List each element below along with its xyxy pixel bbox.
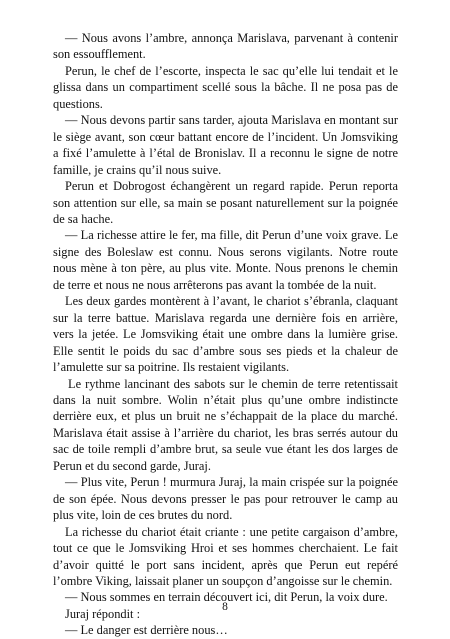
paragraph: — Nous sommes en terrain découvert ici, dit Perun, la voix dure.	[65, 590, 388, 605]
paragraph: Juraj répondit :	[65, 606, 141, 621]
paragraph: — La richesse attire le fer, ma fille, dit Perun d’une voix grave. Le signe des Boleslaw est connu. Nous serons vigilants. Notre route nous mène à ton père, au plus vite. Monte. Nous prenons le chemin de terre et nous ne nous arrêterons pas avant la tombée de la nuit.	[53, 228, 398, 292]
paragraph: La richesse du chariot était criante : une petite cargaison d’ambre, tout ce que le Jomsviking Hroi et ses hommes cherchaient. Le fait d’avoir quitté le port sans incident, après que Perun eut repéré l’ombre Viking, laissait planer un soupçon d’angoisse sur le chemin.	[53, 524, 398, 588]
paragraph: Le rythme lancinant des sabots sur le chemin de terre retentissait dans la nuit sombre. Wolin n’était plus qu’une ombre indistincte derrière eux, et plus un bruit ne s’échappait de la place du marché. Marislava était assise à l’arrière du chariot, les bras serrés autour du sac de toile rempli d’ambre brut, sa seule vue étant les dos larges de Perun et du second garde, Juraj.	[53, 376, 398, 473]
paragraph: Perun et Dobrogost échangèrent un regard rapide. Perun reporta son attention sur elle, sa main se posant naturellement sur la poignée de sa hache.	[53, 179, 398, 226]
body-text	[53, 30, 398, 639]
paragraph: Les deux gardes montèrent à l’avant, le chariot s’ébranla, claquant sur la terre battue. Marislava regarda une dernière fois en arrière, vers la jetée. Le Jomsviking était une ombre dans la lumière grise. Elle sentit le poids du sac d’ambre sous ses pieds et la chaleur de l’amulette sur sa poitrine. Ils restaient vigilants.	[53, 294, 398, 375]
paragraph: — Le danger est derrière nous…	[65, 623, 228, 638]
paragraph: — Nous avons l’ambre, annonça Marislava, parvenant à contenir son essoufflement.	[53, 31, 398, 62]
paragraph: — Nous devons partir sans tarder, ajouta Marislava en montant sur le siège avant, son cœur battant encore de l’incident. Un Jomsviking a fixé l’amulette à l’étal de Bronislav. Il a reconnu le signe de notre famille, je crains qu’il nous suive.	[53, 113, 398, 177]
paragraph: Perun, le chef de l’escorte, inspecta le sac qu’elle lui tendait et le glissa dans un compartiment scellé sous la bâche. Il ne posa pas de questions.	[53, 63, 398, 111]
page-number: 8	[222, 601, 228, 613]
paragraph: — Plus vite, Perun ! murmura Juraj, la main crispée sur la poignée de son épée. Nous devons presser le pas pour retrouver le camp au plus vite, loin de ces brutes du nord.	[53, 475, 398, 523]
